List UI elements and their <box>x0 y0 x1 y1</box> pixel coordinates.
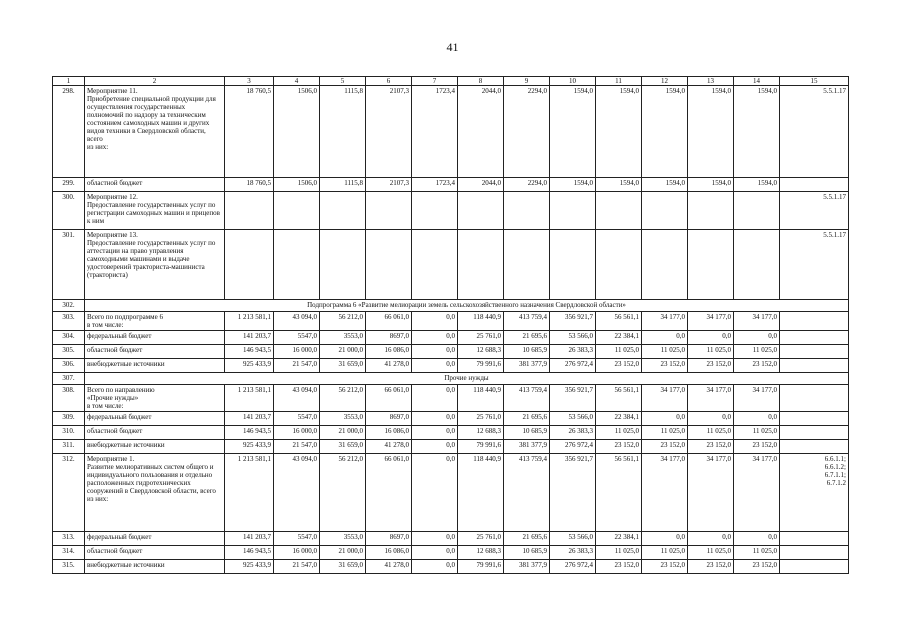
row-number: 301. <box>53 230 85 300</box>
value-cell: 34 177,0 <box>734 385 780 412</box>
target-ref <box>780 312 849 331</box>
value-cell: 5547,0 <box>274 331 320 345</box>
table-row <box>53 426 849 440</box>
value-cell: 21 000,0 <box>320 546 366 560</box>
target-ref <box>780 426 849 440</box>
target-ref <box>780 412 849 426</box>
column-header: 2 <box>85 77 225 86</box>
value-cell: 925 433,9 <box>225 440 274 454</box>
value-cell: 0,0 <box>734 331 780 345</box>
table-row <box>53 331 849 345</box>
value-cell <box>412 192 458 230</box>
value-cell: 0,0 <box>688 331 734 345</box>
value-cell: 56 561,1 <box>596 385 642 412</box>
value-cell: 276 972,4 <box>550 359 596 373</box>
row-number: 313. <box>53 532 85 546</box>
value-cell: 16 000,0 <box>274 426 320 440</box>
target-ref <box>780 359 849 373</box>
value-cell <box>274 230 320 300</box>
value-cell: 1594,0 <box>688 86 734 178</box>
value-cell: 413 759,4 <box>504 385 550 412</box>
value-cell: 21 695,6 <box>504 532 550 546</box>
value-cell: 23 152,0 <box>642 440 688 454</box>
value-cell: 41 278,0 <box>366 440 412 454</box>
value-cell: 31 659,0 <box>320 440 366 454</box>
target-ref <box>780 178 849 192</box>
value-cell: 0,0 <box>412 331 458 345</box>
value-cell: 10 685,9 <box>504 345 550 359</box>
value-cell: 11 025,0 <box>734 426 780 440</box>
column-header: 15 <box>780 77 849 86</box>
value-cell: 0,0 <box>734 532 780 546</box>
target-ref: 6.6.1.1; 6.6.1.2; 6.7.1.1; 6.7.1.2 <box>780 454 849 532</box>
value-cell: 356 921,7 <box>550 385 596 412</box>
section-title: Подпрограмма 6 «Развитие мелиорации земель сельскохозяйственного назначения Свердловской области» <box>85 300 849 312</box>
value-cell: 2044,0 <box>458 86 504 178</box>
value-cell <box>225 192 274 230</box>
value-cell: 16 086,0 <box>366 345 412 359</box>
value-cell: 53 566,0 <box>550 331 596 345</box>
row-name: Мероприятие 12. Предоставление государственных услуг по регистрации самоходных машин и прицепов к ним <box>85 192 225 230</box>
row-number: 309. <box>53 412 85 426</box>
table-row <box>53 385 849 412</box>
value-cell: 11 025,0 <box>642 546 688 560</box>
value-cell: 11 025,0 <box>596 426 642 440</box>
value-cell: 1723,4 <box>412 86 458 178</box>
value-cell: 1594,0 <box>596 178 642 192</box>
target-ref <box>780 345 849 359</box>
value-cell: 381 377,9 <box>504 560 550 574</box>
table-row <box>53 192 849 230</box>
value-cell <box>734 192 780 230</box>
value-cell: 21 547,0 <box>274 359 320 373</box>
target-ref: 5.5.1.17 <box>780 86 849 178</box>
value-cell: 0,0 <box>412 385 458 412</box>
value-cell <box>274 192 320 230</box>
value-cell: 23 152,0 <box>596 440 642 454</box>
column-header: 1 <box>53 77 85 86</box>
row-number: 305. <box>53 345 85 359</box>
value-cell: 56 561,1 <box>596 312 642 331</box>
value-cell: 22 384,1 <box>596 532 642 546</box>
value-cell: 413 759,4 <box>504 454 550 532</box>
value-cell: 0,0 <box>642 412 688 426</box>
value-cell: 1115,8 <box>320 178 366 192</box>
value-cell: 276 972,4 <box>550 440 596 454</box>
column-header: 3 <box>225 77 274 86</box>
value-cell: 3553,0 <box>320 532 366 546</box>
value-cell: 34 177,0 <box>642 454 688 532</box>
value-cell <box>458 230 504 300</box>
value-cell: 16 000,0 <box>274 345 320 359</box>
row-name: Всего по направлению «Прочие нужды» в том числе: <box>85 385 225 412</box>
value-cell: 16 086,0 <box>366 426 412 440</box>
column-header: 10 <box>550 77 596 86</box>
table-body <box>53 77 849 574</box>
row-number: 299. <box>53 178 85 192</box>
row-number: 307. <box>53 373 85 385</box>
value-cell: 146 943,5 <box>225 546 274 560</box>
table-row <box>53 178 849 192</box>
value-cell: 41 278,0 <box>366 560 412 574</box>
value-cell <box>596 230 642 300</box>
row-name: внебюджетные источники <box>85 560 225 574</box>
table-row <box>53 373 849 385</box>
column-header: 4 <box>274 77 320 86</box>
row-number: 312. <box>53 454 85 532</box>
value-cell: 43 094,0 <box>274 454 320 532</box>
value-cell: 1594,0 <box>550 178 596 192</box>
row-number: 314. <box>53 546 85 560</box>
value-cell: 11 025,0 <box>642 345 688 359</box>
value-cell: 11 025,0 <box>688 345 734 359</box>
value-cell: 1115,8 <box>320 86 366 178</box>
table-row <box>53 345 849 359</box>
value-cell: 925 433,9 <box>225 359 274 373</box>
value-cell: 26 383,3 <box>550 546 596 560</box>
row-name: внебюджетные источники <box>85 359 225 373</box>
value-cell: 11 025,0 <box>734 546 780 560</box>
row-number: 310. <box>53 426 85 440</box>
value-cell: 79 991,6 <box>458 359 504 373</box>
table-row <box>53 230 849 300</box>
table-row <box>53 412 849 426</box>
row-number: 302. <box>53 300 85 312</box>
value-cell <box>550 230 596 300</box>
value-cell: 0,0 <box>642 532 688 546</box>
value-cell: 11 025,0 <box>596 546 642 560</box>
value-cell: 31 659,0 <box>320 359 366 373</box>
value-cell: 2044,0 <box>458 178 504 192</box>
row-number: 311. <box>53 440 85 454</box>
table-row <box>53 454 849 532</box>
value-cell: 41 278,0 <box>366 359 412 373</box>
value-cell: 21 547,0 <box>274 440 320 454</box>
value-cell: 1594,0 <box>688 178 734 192</box>
value-cell: 66 061,0 <box>366 454 412 532</box>
value-cell <box>504 230 550 300</box>
value-cell: 34 177,0 <box>688 454 734 532</box>
column-header: 7 <box>412 77 458 86</box>
value-cell: 0,0 <box>412 454 458 532</box>
value-cell: 356 921,7 <box>550 312 596 331</box>
value-cell: 0,0 <box>412 312 458 331</box>
value-cell: 2294,0 <box>504 86 550 178</box>
row-number: 306. <box>53 359 85 373</box>
row-name: областной бюджет <box>85 178 225 192</box>
value-cell <box>366 230 412 300</box>
value-cell: 23 152,0 <box>688 359 734 373</box>
value-cell <box>734 230 780 300</box>
value-cell: 23 152,0 <box>642 560 688 574</box>
value-cell: 18 760,5 <box>225 178 274 192</box>
value-cell: 3553,0 <box>320 412 366 426</box>
value-cell: 925 433,9 <box>225 560 274 574</box>
value-cell: 0,0 <box>642 331 688 345</box>
value-cell <box>412 230 458 300</box>
row-number: 308. <box>53 385 85 412</box>
value-cell: 43 094,0 <box>274 385 320 412</box>
row-number: 303. <box>53 312 85 331</box>
row-name: федеральный бюджет <box>85 412 225 426</box>
row-number: 300. <box>53 192 85 230</box>
row-name: областной бюджет <box>85 345 225 359</box>
value-cell: 0,0 <box>688 412 734 426</box>
value-cell: 16 000,0 <box>274 546 320 560</box>
row-name: Мероприятие 13. Предоставление государственных услуг по аттестации на право управления самоходными машинами и выдаче удостоверений тракториста-машиниста (тракториста) <box>85 230 225 300</box>
value-cell: 0,0 <box>412 560 458 574</box>
column-header: 6 <box>366 77 412 86</box>
value-cell: 118 440,9 <box>458 312 504 331</box>
section-title: Прочие нужды <box>85 373 849 385</box>
row-number: 315. <box>53 560 85 574</box>
value-cell: 0,0 <box>412 426 458 440</box>
value-cell: 23 152,0 <box>596 359 642 373</box>
value-cell <box>596 192 642 230</box>
value-cell: 66 061,0 <box>366 312 412 331</box>
value-cell: 0,0 <box>412 359 458 373</box>
value-cell <box>504 192 550 230</box>
value-cell: 1506,0 <box>274 178 320 192</box>
value-cell: 43 094,0 <box>274 312 320 331</box>
value-cell: 356 921,7 <box>550 454 596 532</box>
value-cell: 1594,0 <box>642 178 688 192</box>
value-cell: 18 760,5 <box>225 86 274 178</box>
value-cell <box>320 192 366 230</box>
value-cell: 23 152,0 <box>688 440 734 454</box>
value-cell: 1594,0 <box>734 86 780 178</box>
value-cell <box>642 192 688 230</box>
value-cell: 79 991,6 <box>458 560 504 574</box>
row-name: Всего по подпрограмме 6 в том числе: <box>85 312 225 331</box>
row-name: федеральный бюджет <box>85 532 225 546</box>
value-cell: 22 384,1 <box>596 331 642 345</box>
value-cell: 0,0 <box>412 532 458 546</box>
table-row <box>53 546 849 560</box>
row-number: 304. <box>53 331 85 345</box>
value-cell: 1594,0 <box>734 178 780 192</box>
value-cell: 34 177,0 <box>642 312 688 331</box>
value-cell: 21 547,0 <box>274 560 320 574</box>
value-cell: 79 991,6 <box>458 440 504 454</box>
table-row <box>53 312 849 331</box>
target-ref <box>780 385 849 412</box>
value-cell: 1594,0 <box>596 86 642 178</box>
value-cell: 0,0 <box>412 440 458 454</box>
value-cell: 1 213 581,1 <box>225 312 274 331</box>
value-cell: 1506,0 <box>274 86 320 178</box>
target-ref: 5.5.1.17 <box>780 230 849 300</box>
value-cell: 8697,0 <box>366 412 412 426</box>
value-cell: 3553,0 <box>320 331 366 345</box>
value-cell: 23 152,0 <box>734 560 780 574</box>
value-cell <box>550 192 596 230</box>
value-cell <box>320 230 366 300</box>
value-cell: 56 212,0 <box>320 312 366 331</box>
target-ref <box>780 331 849 345</box>
table-row <box>53 359 849 373</box>
value-cell: 25 761,0 <box>458 331 504 345</box>
value-cell: 21 000,0 <box>320 426 366 440</box>
value-cell: 1 213 581,1 <box>225 385 274 412</box>
value-cell: 12 688,3 <box>458 345 504 359</box>
value-cell: 21 695,6 <box>504 331 550 345</box>
budget-table <box>52 76 849 574</box>
value-cell: 11 025,0 <box>596 345 642 359</box>
value-cell: 23 152,0 <box>734 359 780 373</box>
value-cell: 56 212,0 <box>320 454 366 532</box>
value-cell: 146 943,5 <box>225 426 274 440</box>
value-cell: 23 152,0 <box>734 440 780 454</box>
column-header: 9 <box>504 77 550 86</box>
value-cell <box>642 230 688 300</box>
value-cell <box>225 230 274 300</box>
value-cell: 34 177,0 <box>734 312 780 331</box>
value-cell: 10 685,9 <box>504 546 550 560</box>
value-cell: 66 061,0 <box>366 385 412 412</box>
target-ref <box>780 546 849 560</box>
value-cell: 146 943,5 <box>225 345 274 359</box>
row-name: Мероприятие 11. Приобретение специальной продукции для осуществления государственных полномочий по надзору за техническим состоянием самоходных машин и других видов техники в Свердловской области, всего из них: <box>85 86 225 178</box>
value-cell <box>688 230 734 300</box>
value-cell: 5547,0 <box>274 532 320 546</box>
table-row <box>53 86 849 178</box>
value-cell: 11 025,0 <box>642 426 688 440</box>
value-cell: 21 695,6 <box>504 412 550 426</box>
value-cell: 141 203,7 <box>225 331 274 345</box>
value-cell: 276 972,4 <box>550 560 596 574</box>
value-cell: 26 383,3 <box>550 426 596 440</box>
column-header: 13 <box>688 77 734 86</box>
value-cell: 5547,0 <box>274 412 320 426</box>
value-cell: 25 761,0 <box>458 412 504 426</box>
value-cell: 413 759,4 <box>504 312 550 331</box>
value-cell: 1723,4 <box>412 178 458 192</box>
value-cell: 1594,0 <box>550 86 596 178</box>
column-header: 14 <box>734 77 780 86</box>
value-cell: 2107,3 <box>366 178 412 192</box>
value-cell: 0,0 <box>412 412 458 426</box>
row-name: областной бюджет <box>85 426 225 440</box>
value-cell: 34 177,0 <box>734 454 780 532</box>
table-row <box>53 300 849 312</box>
table-row <box>53 440 849 454</box>
value-cell: 381 377,9 <box>504 359 550 373</box>
value-cell: 0,0 <box>734 412 780 426</box>
value-cell: 12 688,3 <box>458 426 504 440</box>
value-cell: 16 086,0 <box>366 546 412 560</box>
value-cell: 11 025,0 <box>688 546 734 560</box>
value-cell: 23 152,0 <box>596 560 642 574</box>
value-cell: 34 177,0 <box>688 312 734 331</box>
value-cell: 12 688,3 <box>458 546 504 560</box>
value-cell: 0,0 <box>412 546 458 560</box>
value-cell: 8697,0 <box>366 331 412 345</box>
value-cell: 118 440,9 <box>458 454 504 532</box>
row-name: Мероприятие 1. Развитие мелиоративных систем общего и индивидуального пользования и отдельно расположенных гидротехнических сооружений в Свердловской области, всего из них: <box>85 454 225 532</box>
value-cell <box>458 192 504 230</box>
value-cell: 21 000,0 <box>320 345 366 359</box>
header-row <box>53 77 849 86</box>
row-number: 298. <box>53 86 85 178</box>
value-cell: 2294,0 <box>504 178 550 192</box>
value-cell: 141 203,7 <box>225 412 274 426</box>
value-cell <box>688 192 734 230</box>
row-name: внебюджетные источники <box>85 440 225 454</box>
column-header: 5 <box>320 77 366 86</box>
value-cell: 11 025,0 <box>688 426 734 440</box>
value-cell: 8697,0 <box>366 532 412 546</box>
target-ref <box>780 532 849 546</box>
value-cell: 2107,3 <box>366 86 412 178</box>
value-cell: 381 377,9 <box>504 440 550 454</box>
value-cell: 56 212,0 <box>320 385 366 412</box>
value-cell: 10 685,9 <box>504 426 550 440</box>
value-cell: 141 203,7 <box>225 532 274 546</box>
page-number: 41 <box>446 40 459 54</box>
value-cell <box>366 192 412 230</box>
value-cell: 34 177,0 <box>688 385 734 412</box>
value-cell: 26 383,3 <box>550 345 596 359</box>
target-ref: 5.5.1.17 <box>780 192 849 230</box>
column-header: 12 <box>642 77 688 86</box>
value-cell: 1594,0 <box>642 86 688 178</box>
table-row <box>53 560 849 574</box>
value-cell: 34 177,0 <box>642 385 688 412</box>
value-cell: 1 213 581,1 <box>225 454 274 532</box>
value-cell: 31 659,0 <box>320 560 366 574</box>
row-name: областной бюджет <box>85 546 225 560</box>
value-cell: 0,0 <box>688 532 734 546</box>
value-cell: 0,0 <box>412 345 458 359</box>
value-cell: 53 566,0 <box>550 412 596 426</box>
value-cell: 56 561,1 <box>596 454 642 532</box>
value-cell: 11 025,0 <box>734 345 780 359</box>
column-header: 8 <box>458 77 504 86</box>
value-cell: 53 566,0 <box>550 532 596 546</box>
value-cell: 118 440,9 <box>458 385 504 412</box>
target-ref <box>780 560 849 574</box>
value-cell: 25 761,0 <box>458 532 504 546</box>
target-ref <box>780 440 849 454</box>
value-cell: 23 152,0 <box>642 359 688 373</box>
value-cell: 23 152,0 <box>688 560 734 574</box>
column-header: 11 <box>596 77 642 86</box>
value-cell: 22 384,1 <box>596 412 642 426</box>
row-name: федеральный бюджет <box>85 331 225 345</box>
table-row <box>53 532 849 546</box>
